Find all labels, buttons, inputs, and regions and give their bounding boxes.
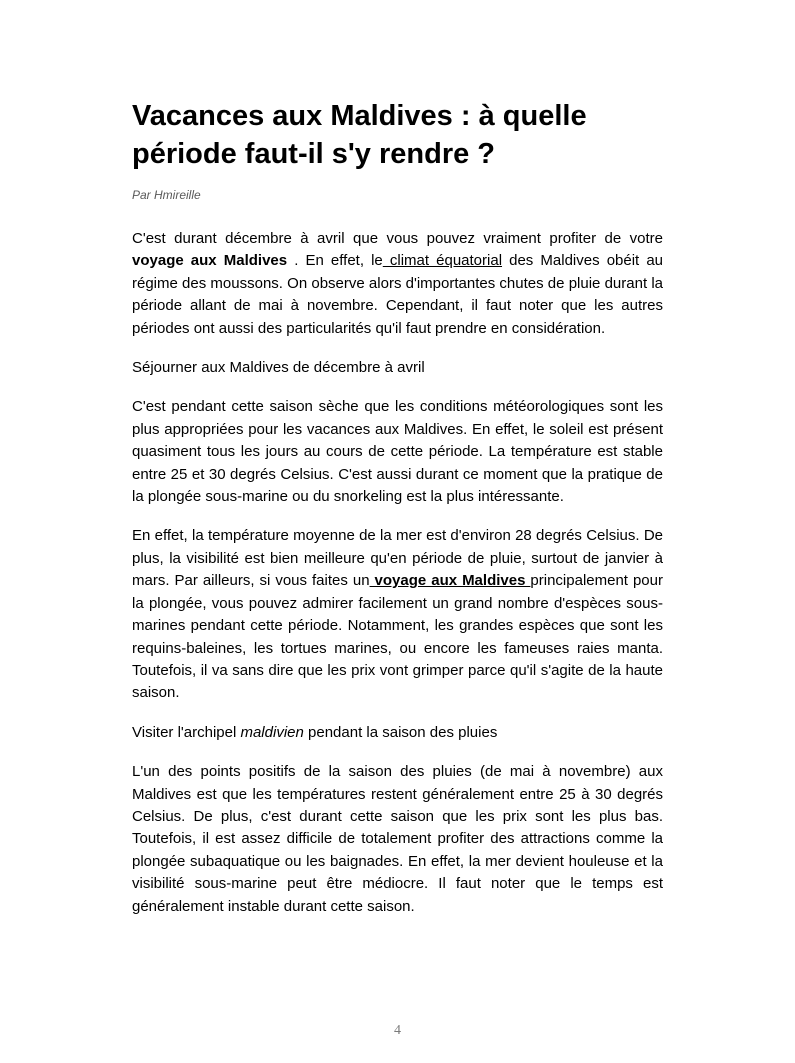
text-run: L'un des points positifs de la saison des pluies (de mai à novembre) aux Maldives est que les températures restent généralement entre 25 à 30 degrés Celsius. De plus, c'est durant cette saison que les prix sont les plus bas. Toutefois, il est assez difficile de totalement profiter des attractions comme la plongée subaquatique ou les baignades. En effet, la mer devient houleuse et la visibilité sous-marine peut être médiocre. Il faut noter que le temps est généralement instable durant cette saison. bbox=[132, 763, 663, 915]
text-run: En effet, la température moyenne de la mer est d'environ 28 degrés Celsius. De plus, la visibilité est bien meilleure qu'en période de pluie, surtout de janvier à mars. Par ailleurs, si vous faites un bbox=[132, 527, 663, 590]
text-run: Visiter l'archipel bbox=[132, 723, 241, 741]
section-heading bbox=[132, 357, 663, 379]
text-run: maldivien bbox=[240, 723, 304, 741]
paragraph bbox=[132, 228, 663, 340]
text-run: pendant la saison des pluies bbox=[303, 723, 498, 741]
page-footer bbox=[0, 1021, 795, 1039]
article-body bbox=[132, 228, 663, 918]
paragraph bbox=[132, 396, 663, 508]
text-run: C'est pendant cette saison sèche que les conditions météorologiques sont les plus appropriées pour les vacances aux Maldives. En effet, le soleil est présent quasiment tous les jours au cours de cette période. La température est stable entre 25 et 30 degrés Celsius. C'est aussi durant ce moment que la pratique de la plongée sous-marine ou du snorkeling est la plus intéressante. bbox=[132, 398, 663, 506]
text-run: Séjourner aux Maldives de décembre à avril bbox=[132, 359, 425, 377]
page-number: 4 bbox=[394, 1023, 401, 1038]
text-run: principalement pour la plongée, vous pouvez admirer facilement un grand nombre d'espèces sous-marines pendant cette période. Notamment, les grandes espèces que sont les requins-baleines, les tortues marines, ou encore les fameuses raies manta. Toutefois, il va sans dire que les prix vont grimper parce qu'il s'agite de la haute saison. bbox=[132, 572, 663, 702]
page-title: Vacances aux Maldives : à quelle période faut-il s'y rendre ? bbox=[132, 100, 587, 170]
section-heading bbox=[132, 722, 663, 744]
text-run: C'est durant décembre à avril que vous pouvez vraiment profiter de votre bbox=[132, 230, 663, 247]
inline-link[interactable]: climat équatorial bbox=[382, 252, 503, 270]
paragraph bbox=[132, 761, 663, 918]
text-run: . En effet, le bbox=[287, 252, 383, 270]
byline: Par Hmireille bbox=[132, 188, 201, 202]
text-run: voyage aux Maldives bbox=[132, 252, 288, 270]
paragraph bbox=[132, 525, 663, 704]
inline-link[interactable]: voyage aux Maldives bbox=[369, 572, 531, 590]
text-run: des Maldives obéit au régime des moussons. On observe alors d'importantes chutes de pluie durant la période allant de mai à novembre. Cependant, il faut noter que les autres périodes ont aussi des particularités qu'il faut prendre en considération. bbox=[132, 252, 663, 337]
